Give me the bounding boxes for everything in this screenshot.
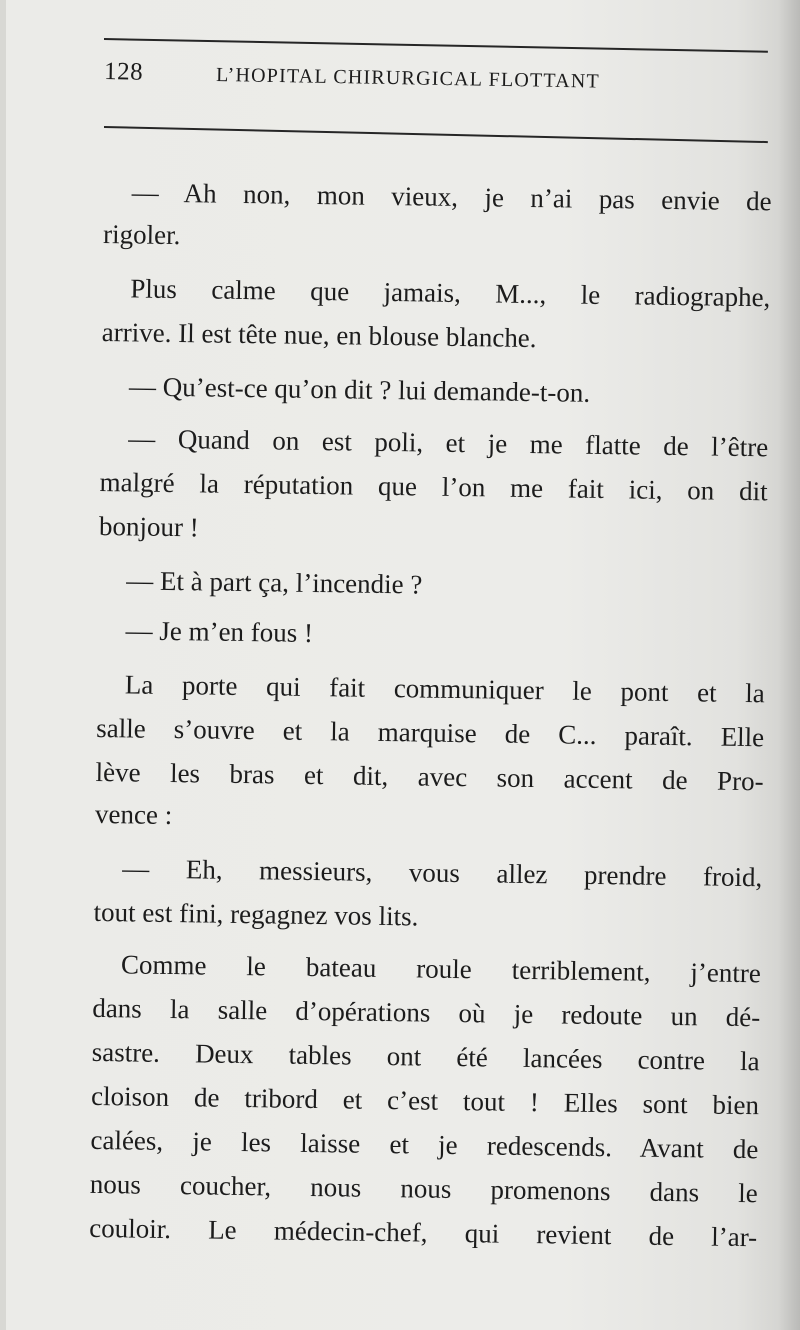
header-top-rule — [104, 38, 768, 53]
text-line: — Je m’en fous ! — [125, 615, 314, 648]
page-left-edge — [0, 0, 6, 1330]
text-line: La porte qui fait communiquer le pont et la — [124, 669, 765, 709]
text-line: calées, je les laisse et je redescends. Avant de — [90, 1124, 759, 1165]
text-line: sastre. Deux tables ont été lancées contre la — [91, 1036, 760, 1077]
text-line: nous coucher, nous nous promenons dans le — [89, 1168, 759, 1209]
text-line: bonjour ! — [98, 510, 199, 543]
running-header — [104, 58, 705, 108]
text-line: arrive. Il est tête nue, en blouse blanche. — [101, 316, 537, 354]
page-gutter-shadow — [778, 0, 800, 1330]
text-line: Plus calme que jamais, M..., le radiographe, — [130, 273, 771, 313]
text-line: — Ah non, mon vieux, je n’ai pas envie de — [131, 177, 772, 217]
text-line: salle s’ouvre et la marquise de C... paraît. Elle — [96, 712, 765, 753]
text-line: malgré la réputation que l’on me fait ici, on dit — [99, 466, 768, 507]
text-line: — Quand on est poli, et je me flatte de l’être — [128, 423, 769, 463]
text-line: Comme le bateau roule terriblement, j’entre — [120, 949, 762, 989]
body-text — [89, 172, 772, 1253]
text-line: dans la salle d’opérations où je redoute un dé- — [92, 992, 761, 1033]
text-line: tout est fini, regagnez vos lits. — [93, 896, 419, 932]
text-line: rigoler. — [102, 218, 181, 251]
text-line: — Qu’est-ce qu’on dit ? lui demande-t-on. — [128, 371, 591, 408]
text-line: — Et à part ça, l’incendie ? — [126, 565, 423, 600]
text-line: vence : — [94, 798, 173, 831]
text-line: couloir. Le médecin-chef, qui revient de l’ar- — [89, 1212, 758, 1253]
text-line: lève les bras et dit, avec son accent de Pro- — [95, 756, 764, 797]
page-number: 128 — [103, 58, 144, 86]
header-bottom-rule — [104, 126, 768, 143]
running-title: L’HOPITAL CHIRURGICAL FLOTTANT — [215, 63, 601, 93]
text-line: — Eh, messieurs, vous allez prendre froid, — [122, 853, 763, 893]
text-line: cloison de tribord et c’est tout ! Elles sont bien — [90, 1080, 760, 1121]
